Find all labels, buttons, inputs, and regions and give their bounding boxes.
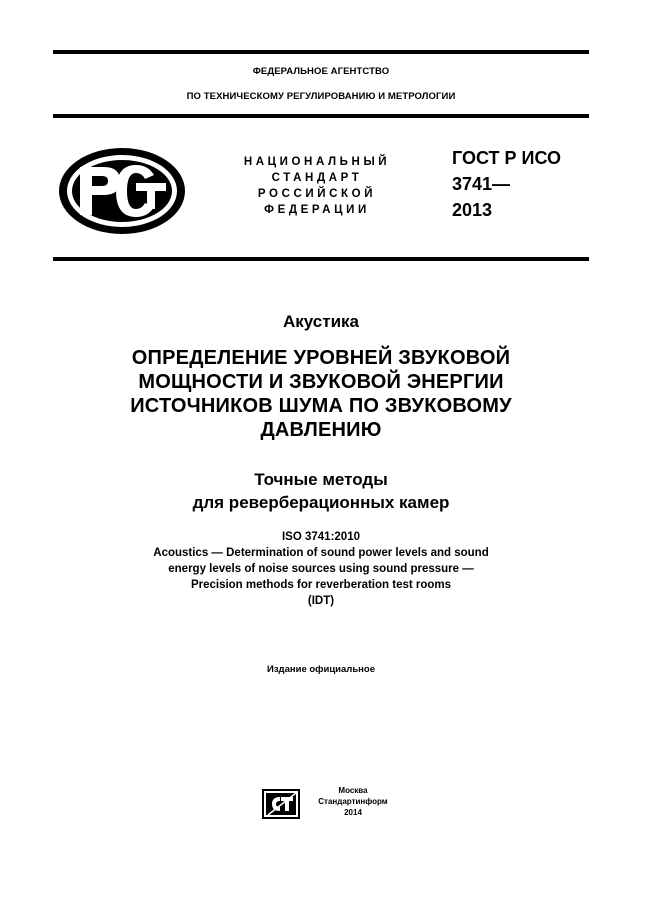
standard-designation	[452, 145, 602, 223]
iso-line: ISO 3741:2010	[281, 531, 360, 543]
header-bottom-rule	[53, 114, 589, 118]
subtitle-line: Точные методы	[254, 470, 388, 489]
national-line: СТАНДАРТ	[271, 172, 363, 184]
standard-block-bottom-rule	[53, 257, 589, 261]
standartinform-logo-icon	[262, 789, 300, 819]
agency-name-line1: ФЕДЕРАЛЬНОЕ АГЕНТСТВО	[252, 66, 390, 77]
agency-name-line2: ПО ТЕХНИЧЕСКОМУ РЕГУЛИРОВАНИЮ И МЕТРОЛОГИИ	[186, 91, 456, 102]
national-standard-caption	[222, 154, 412, 218]
publisher-name: Стандартинформ	[318, 797, 388, 806]
official-edition-label: Издание официальное	[267, 664, 375, 675]
iso-line: energy levels of noise sources using sound pressure —	[168, 563, 474, 575]
designation-line: 3741—	[452, 174, 511, 194]
iso-line: Precision methods for reverberation test rooms	[190, 579, 452, 591]
designation-line: 2013	[452, 200, 493, 220]
main-title-line: МОЩНОСТИ И ЗВУКОВОЙ ЭНЕРГИИ	[138, 371, 504, 393]
main-title-line: ДАВЛЕНИЮ	[260, 419, 382, 441]
iso-reference	[53, 529, 589, 609]
iso-line: (IDT)	[307, 595, 335, 607]
national-line: ФЕДЕРАЦИИ	[264, 204, 370, 216]
top-rule	[53, 50, 589, 54]
designation-line: ГОСТ Р ИСО	[452, 148, 562, 168]
national-line: РОССИЙСКОЙ	[257, 188, 377, 200]
subject-heading: Акустика	[282, 312, 359, 331]
main-title	[53, 346, 589, 442]
methods-subtitle	[53, 468, 589, 514]
iso-line: Acoustics — Determination of sound power levels and sound	[153, 547, 489, 559]
main-title-line: ИСТОЧНИКОВ ШУМА ПО ЗВУКОВОМУ	[130, 395, 512, 417]
publication-year: 2014	[344, 808, 362, 817]
rst-certification-mark-icon	[56, 145, 188, 237]
national-line: НАЦИОНАЛЬНЫЙ	[243, 156, 391, 168]
subtitle-line: для реверберационных камер	[192, 493, 450, 512]
publisher-city: Москва	[338, 786, 368, 795]
main-title-line: ОПРЕДЕЛЕНИЕ УРОВНЕЙ ЗВУКОВОЙ	[131, 347, 511, 369]
publisher-imprint	[305, 785, 401, 818]
